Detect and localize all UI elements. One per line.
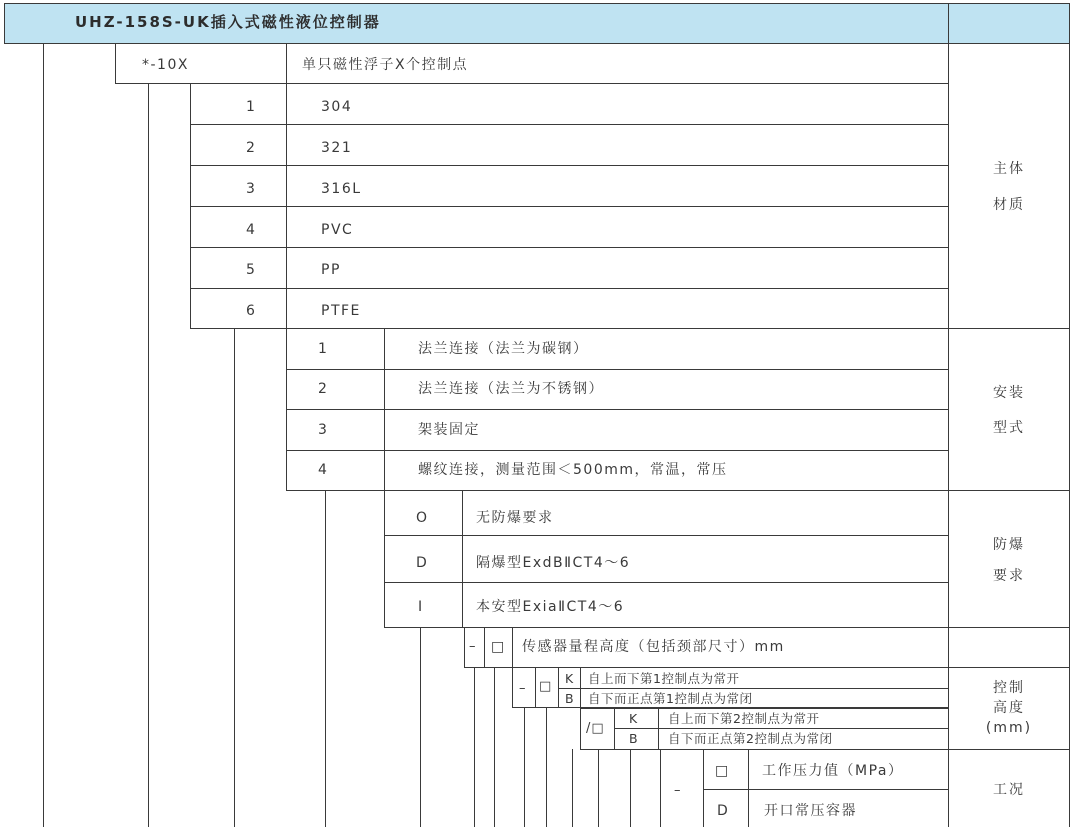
material-code: 5 xyxy=(246,262,257,278)
material-desc: PTFE xyxy=(321,303,361,319)
cp2-prefix: /□ xyxy=(586,721,605,736)
material-desc: 316L xyxy=(321,181,362,197)
material-code: 4 xyxy=(246,222,257,238)
mount-code: 1 xyxy=(318,341,329,357)
cp1-code: K xyxy=(565,671,574,686)
material-desc: PVC xyxy=(321,222,354,238)
category-label: 高度 xyxy=(993,700,1025,716)
explosion-code: D xyxy=(416,555,429,571)
material-code: 1 xyxy=(246,99,257,115)
material-desc: PP xyxy=(321,262,341,278)
material-code: 2 xyxy=(246,140,257,156)
cp2-desc: 自上而下第2控制点为常开 xyxy=(668,711,820,726)
checkbox-icon: □ xyxy=(491,639,506,655)
material-code: 3 xyxy=(246,181,257,197)
mount-desc: 法兰连接（法兰为不锈钢） xyxy=(418,381,604,397)
category-label: 控制 xyxy=(993,680,1025,696)
work-desc: 开口常压容器 xyxy=(764,803,857,819)
cp2-code: B xyxy=(629,731,639,746)
mount-desc: 螺纹连接，测量范围＜500mm，常温，常压 xyxy=(418,462,728,478)
work-dash: – xyxy=(674,783,682,798)
category-label: 型式 xyxy=(993,420,1025,436)
explosion-desc: 本安型ExiaⅡCT4～6 xyxy=(476,599,625,615)
work-code: □ xyxy=(715,763,730,779)
cp1-desc: 自上而下第1控制点为常开 xyxy=(588,671,740,686)
mount-code: 3 xyxy=(318,422,329,438)
explosion-desc: 无防爆要求 xyxy=(476,510,554,526)
category-label: 工况 xyxy=(993,782,1025,798)
category-label: 材质 xyxy=(993,197,1025,213)
cp1-desc: 自下而正点第1控制点为常闭 xyxy=(588,691,753,706)
page-title: UHZ-158S-UK插入式磁性液位控制器 xyxy=(75,13,381,31)
material-desc: 304 xyxy=(321,99,353,115)
category-label: (mm) xyxy=(985,720,1033,736)
explosion-code: I xyxy=(418,599,424,615)
explosion-code: O xyxy=(416,510,429,526)
mount-desc: 法兰连接（法兰为碳钢） xyxy=(418,341,589,357)
cp2-desc: 自下而正点第2控制点为常闭 xyxy=(668,731,833,746)
cp2-code: K xyxy=(629,711,638,726)
height-dash: – xyxy=(469,639,477,654)
checkbox-icon: □ xyxy=(539,679,553,694)
explosion-desc: 隔爆型ExdBⅡCT4～6 xyxy=(476,555,631,571)
category-label: 主体 xyxy=(993,161,1025,177)
work-code: D xyxy=(717,803,730,819)
category-label: 要求 xyxy=(993,568,1025,584)
material-desc: 321 xyxy=(321,140,353,156)
float-desc: 单只磁性浮子X个控制点 xyxy=(302,57,469,73)
category-label: 防爆 xyxy=(993,537,1025,553)
mount-code: 2 xyxy=(318,381,329,397)
mount-desc: 架装固定 xyxy=(418,422,480,438)
float-code: *-10X xyxy=(142,57,189,73)
height-desc: 传感器量程高度（包括颈部尺寸）mm xyxy=(522,639,785,655)
work-desc: 工作压力值（MPa） xyxy=(762,763,904,779)
title-bar-right xyxy=(948,3,1070,43)
category-label: 安装 xyxy=(993,385,1025,401)
mount-code: 4 xyxy=(318,462,329,478)
material-code: 6 xyxy=(246,303,257,319)
cp1-code: B xyxy=(565,691,575,706)
cp1-dash: – xyxy=(519,681,527,696)
